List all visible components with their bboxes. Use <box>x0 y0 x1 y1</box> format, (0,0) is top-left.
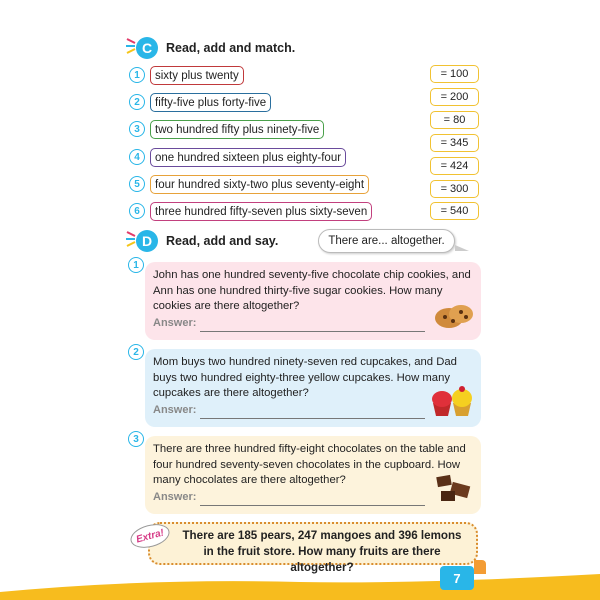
extra-box <box>148 522 478 574</box>
item-number: 4 <box>129 149 145 165</box>
match-phrase[interactable]: four hundred sixty-two plus seventy-eight <box>150 175 369 194</box>
problem-card <box>145 349 481 427</box>
match-answer[interactable]: = 424 <box>430 157 479 175</box>
match-answer[interactable]: = 100 <box>430 65 479 83</box>
answer-input[interactable] <box>200 418 425 419</box>
answer-input[interactable] <box>200 505 425 506</box>
cookies-icon <box>433 300 475 336</box>
chocolates-icon <box>435 474 475 510</box>
extra-text: There are 185 pears, 247 mangoes and 396 lemons in the fruit store. How many fruits are there altogether? <box>182 529 462 574</box>
answer-label: Answer: <box>153 490 197 503</box>
problem-text: There are three hundred fifty-eight chocolates on the table and four hundred seventy-seven chocolates in the cupboard. How many chocolates are there altogether? <box>153 443 466 486</box>
page-number: 7 <box>440 566 474 590</box>
page-tab-decoration <box>474 560 486 574</box>
problem-text: John has one hundred seventy-five chocolate chip cookies, and Ann has one hundred thirty-five sugar cookies. How many cookies are there altogether? <box>153 269 471 312</box>
match-phrase[interactable]: sixty plus twenty <box>150 66 244 85</box>
problem-number: 2 <box>128 344 144 360</box>
match-phrase[interactable]: one hundred sixteen plus eighty-four <box>150 148 346 167</box>
problem-card <box>145 262 481 340</box>
speech-bubble-tail <box>455 245 469 251</box>
extra-cloud-label: Extra! <box>128 520 172 552</box>
section-d-badge: D <box>136 230 158 252</box>
section-c-badge: C <box>136 37 158 59</box>
match-answer[interactable]: = 300 <box>430 180 479 198</box>
problem-text: Mom buys two hundred ninety-seven red cupcakes, and Dad buys two hundred eighty-three yellow cupcakes. How many cupcakes are there altogether? <box>153 356 457 399</box>
problem-number: 3 <box>128 431 144 447</box>
item-number: 1 <box>129 67 145 83</box>
section-c-title: Read, add and match. <box>166 41 296 55</box>
match-answer[interactable]: = 345 <box>430 134 479 152</box>
item-number: 2 <box>129 94 145 110</box>
match-phrase[interactable]: three hundred fifty-seven plus sixty-seven <box>150 202 372 221</box>
answer-label: Answer: <box>153 316 197 329</box>
answer-input[interactable] <box>200 331 425 332</box>
item-number: 5 <box>129 176 145 192</box>
match-answer[interactable]: = 200 <box>430 88 479 106</box>
problem-number: 1 <box>128 257 144 273</box>
bottom-wave <box>0 570 600 600</box>
match-answer[interactable]: = 540 <box>430 202 479 220</box>
match-phrase[interactable]: two hundred fifty plus ninety-five <box>150 120 324 139</box>
item-number: 3 <box>129 121 145 137</box>
cupcakes-icon <box>429 383 475 423</box>
answer-label: Answer: <box>153 403 197 416</box>
section-d-title: Read, add and say. <box>166 234 279 248</box>
item-number: 6 <box>129 203 145 219</box>
speech-bubble: There are... altogether. <box>318 229 455 253</box>
problem-card <box>145 436 481 514</box>
match-answer[interactable]: = 80 <box>430 111 479 129</box>
match-phrase[interactable]: fifty-five plus forty-five <box>150 93 271 112</box>
